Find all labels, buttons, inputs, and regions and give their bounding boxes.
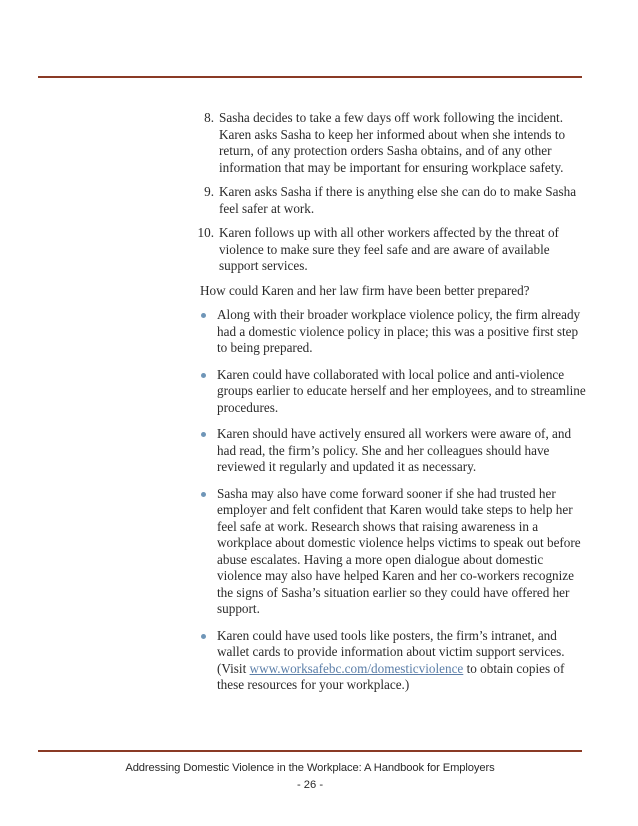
numbered-item	[197, 225, 590, 275]
item-text: Karen follows up with all other workers affected by the threat of violence to make sure they feel safe and are aware of available support services.	[219, 225, 559, 273]
item-text: Sasha decides to take a few days off work following the incident. Karen asks Sasha to keep her informed about when she intends to return, of any protection orders Sasha obtains, and of any other information that may be important for ensuring workplace safety.	[219, 110, 566, 175]
bullet-item	[200, 426, 590, 476]
bullet-dot-icon	[201, 432, 206, 437]
top-rule	[38, 76, 582, 78]
question-paragraph: How could Karen and her law firm have been better prepared?	[200, 282, 530, 298]
bottom-rule	[38, 750, 582, 752]
bullet-text-after-link: to obtain copies of these resources for your workplace.)	[217, 660, 565, 692]
bullet-text: Karen could have collaborated with local police and anti-violence groups earlier to educate herself and her employees, and to streamline procedures.	[217, 366, 586, 415]
numbered-item	[200, 110, 590, 176]
bullet-item	[200, 628, 590, 694]
bullet-text: Sasha may also have come forward sooner if she had trusted her employer and felt confident that Karen would take steps to help her feel safe at work. Research shows that raising awareness in a workplace about domestic violence helps victims to speak out before abuse escalates. Having a more open dialogue about domestic violence may also have helped Karen and her co-workers recognize the signs of Sasha’s situation earlier so they could have offered her support.	[217, 485, 581, 616]
footer-title: Addressing Domestic Violence in the Workplace: A Handbook for Employers	[125, 762, 495, 774]
item-number: 9.	[204, 184, 214, 199]
page-number: - 26 -	[296, 779, 324, 791]
bullet-dot-icon	[201, 373, 206, 378]
bullet-dot-icon	[201, 492, 206, 497]
bullet-item	[200, 486, 590, 618]
bullet-text	[217, 628, 565, 693]
bullet-text: Along with their broader workplace violence policy, the firm already had a domestic violence policy in place; this was a positive first step to being prepared.	[217, 307, 581, 355]
bullet-item	[200, 367, 590, 417]
bullet-dot-icon	[201, 634, 206, 639]
item-number: 10.	[197, 225, 214, 240]
bullet-text-before-link: Karen could have used tools like posters, the firm’s intranet, and wallet cards to provide information about victim support services. (Visit	[217, 627, 565, 676]
page-content	[197, 110, 590, 704]
worksafebc-link[interactable]: www.worksafebc.com/domesticviolence	[249, 660, 464, 676]
bullet-item	[200, 307, 590, 357]
item-number: 8.	[204, 110, 214, 125]
bullet-text: Karen should have actively ensured all workers were aware of, and had read, the firm’s policy. She and her colleagues should have reviewed it regularly and updated it as necessary.	[217, 426, 572, 474]
numbered-item	[200, 184, 590, 217]
bullet-dot-icon	[201, 313, 206, 318]
item-text: Karen asks Sasha if there is anything else she can do to make Sasha feel safer at work.	[219, 184, 577, 216]
